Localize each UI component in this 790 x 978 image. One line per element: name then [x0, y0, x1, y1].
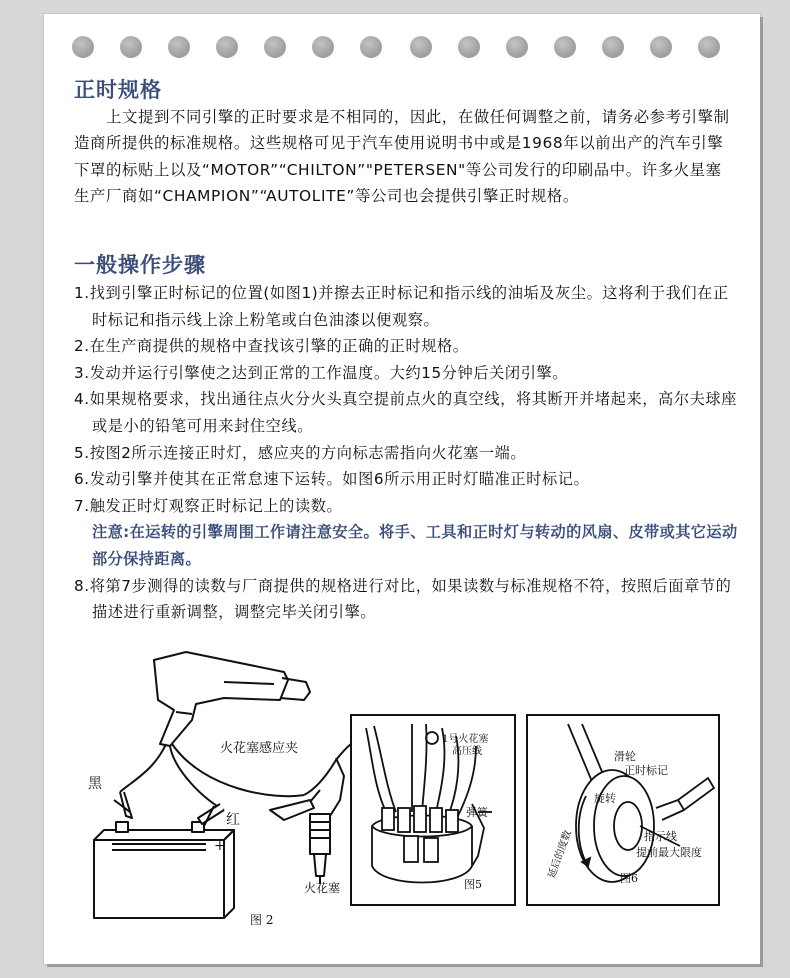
fig5-label-wire-2: 高压线	[452, 746, 482, 757]
fig2-label-plus: +	[214, 838, 226, 854]
binder-hole	[120, 36, 142, 58]
binder-hole	[168, 36, 190, 58]
fig2-label-black: 黑	[88, 776, 102, 792]
step-6: 6.发动引擎并使其在正常怠速下运转。如图6所示用正时灯瞄准正时标记。	[74, 470, 590, 489]
binder-hole	[312, 36, 334, 58]
binder-hole	[360, 36, 382, 58]
manual-page	[44, 14, 760, 964]
fig6-label-indicator: 指示线	[644, 830, 677, 843]
binder-hole	[698, 36, 720, 58]
fig5-caption: 图5	[464, 878, 482, 891]
fig2-caption: 图 2	[250, 913, 274, 927]
binder-hole	[264, 36, 286, 58]
binder-hole	[458, 36, 480, 58]
fig2-label-spark: 火花塞	[304, 881, 341, 895]
step-3: 3.发动并运行引擎使之达到正常的工作温度。大约15分钟后关闭引擎。	[74, 363, 569, 382]
step-2: 2.在生产商提供的规格中查找该引擎的正确的正时规格。	[74, 337, 469, 356]
fig6-label-pulley: 滑轮	[614, 750, 636, 763]
fig6-caption: 图6	[620, 872, 638, 885]
binder-hole	[602, 36, 624, 58]
step-8: 8.将第7步测得的读数与厂商提供的规格进行对比，如果读数与标准规格不符，按照后面章节的描述进行重新调整，调整完毕关闭引擎。	[74, 576, 732, 622]
section-title-timing-spec: 正时规格	[74, 78, 162, 102]
fig5-label-wire-1: 1号火花塞	[442, 734, 489, 745]
procedure-steps	[74, 280, 738, 626]
figure-2-timing-light-diagram	[74, 640, 374, 930]
binder-holes	[72, 36, 732, 60]
fig2-label-clamp: 火花塞感应夹	[220, 741, 299, 756]
timing-spec-paragraph	[74, 104, 734, 210]
section-title-procedure: 一般操作步骤	[74, 253, 206, 277]
safety-note: 注意:在运转的引擎周围工作请注意安全。将手、工具和正时灯与转动的风扇、皮带或其它运动部分保持距离。	[92, 523, 738, 568]
fig6-label-retard: 延后的度数	[546, 829, 574, 880]
fig6-label-mark: 正时标记	[624, 764, 668, 777]
binder-hole	[216, 36, 238, 58]
fig6-label-rotate: 旋转	[594, 792, 616, 805]
figure-5-distributor-diagram	[352, 716, 514, 904]
step-1: 1.找到引擎正时标记的位置(如图1)并擦去正时标记和指示线的油垢及灰尘。这将利于我们在正时标记和指示线上涂上粉笔或白色油漆以便观察。	[74, 284, 729, 329]
binder-hole	[506, 36, 528, 58]
binder-hole	[554, 36, 576, 58]
step-5: 5.按图2所示连接正时灯，感应夹的方向标志需指向火花塞一端。	[74, 443, 527, 462]
binder-hole	[650, 36, 672, 58]
fig5-label-spring: 弹簧	[466, 806, 488, 819]
step-4: 4.如果规格要求，找出通往点火分火头真空提前点火的真空线，将其断开并堵起来，高尔夫球座或是小的铅笔可用来封住空线。	[74, 390, 737, 435]
step-7: 7.触发正时灯观察正时标记上的读数。	[74, 496, 343, 515]
figure-6-pulley-diagram	[528, 716, 718, 904]
fig2-label-red: 红	[226, 812, 240, 828]
binder-hole	[72, 36, 94, 58]
timing-spec-text: 上文提到不同引擎的正时要求是不相同的，因此，在做任何调整之前，请务必参考引擎制造商所提供的标准规格。这些规格可见于汽车使用说明书中或是1968年以前出产的汽车引擎下罩的标贴上以及“MOTOR”“CHILTON”"PETERSEN"等公司发行的印刷品中。许多火星塞生产厂商如“CHAMPION”“AUTOLITE”等公司也会提供引擎正时规格。	[74, 108, 730, 206]
binder-hole	[410, 36, 432, 58]
fig6-label-advance: 提前最大限度	[636, 846, 702, 859]
